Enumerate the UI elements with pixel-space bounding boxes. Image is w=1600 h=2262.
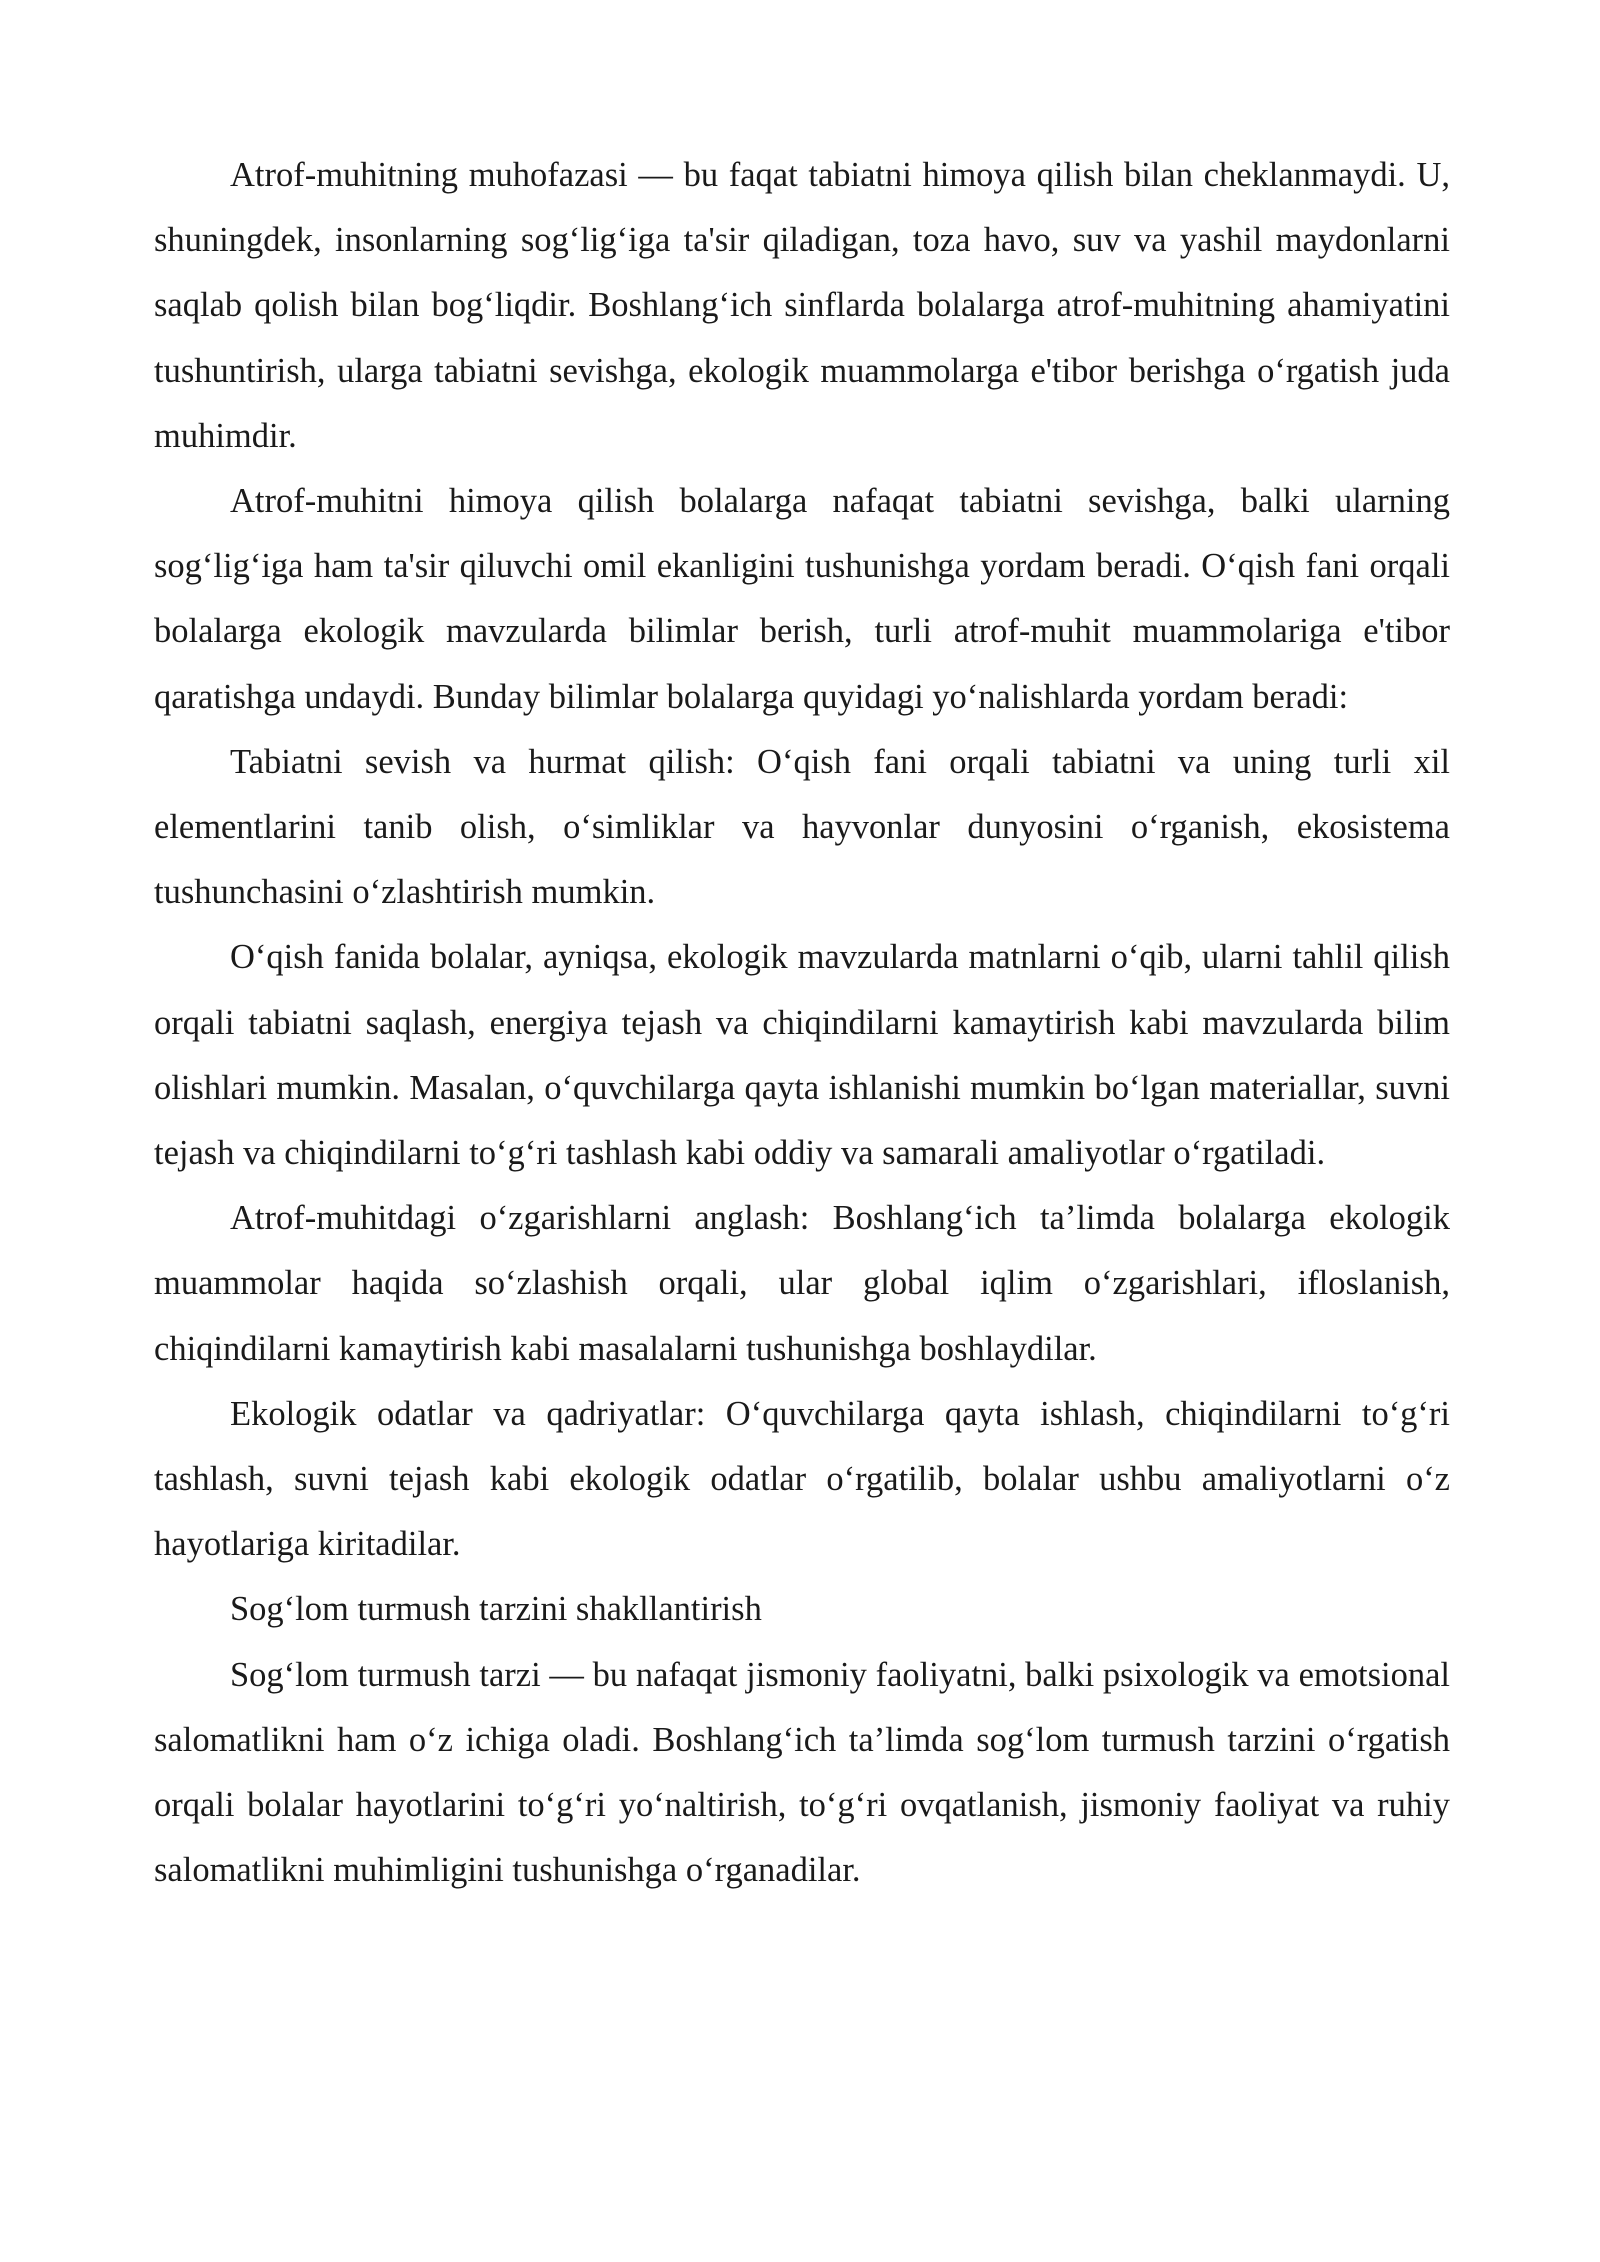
paragraph-environment-protection: Atrof-muhitning muhofazasi — bu faqat tabiatni himoya qilish bilan cheklanmaydi. U, shuningdek, insonlarning sog‘lig‘iga ta'sir qiladigan, toza havo, suv va yashil maydonlarni saqlab qolish bilan bog‘liqdir. Boshlang‘ich sinflarda bolalarga atrof-muhitning ahamiyatini tushuntirish, ularga tabiatni sevishga, ekologik muammolarga e'tibor berishga o‘rgatish juda muhimdir. [154,156,1450,455]
paragraph-reading-lessons: O‘qish fanida bolalar, ayniqsa, ekologik mavzularda matnlarni o‘qib, ularni tahlil qilish orqali tabiatni saqlash, energiya tejash va chiqindilarni kamaytirish kabi mavzularda bilim olishlari mumkin. Masalan, o‘quvchilarga qayta ishlanishi mumkin bo‘lgan materiallar, suvni tejash va chiqindilarni to‘g‘ri tashlash kabi oddiy va samarali amaliyotlar o‘rgatiladi. [154,938,1450,1173]
paragraph-ecological-habits: Ekologik odatlar va qadriyatlar: O‘quvchilarga qayta ishlash, chiqindilarni to‘g‘ri tashlash, suvni tejash kabi ekologik odatlar o‘rgatilib, bolalar ushbu amaliyotlarni o‘z hayotlariga kiritadilar. [154,1394,1450,1564]
paragraph-love-of-nature: Tabiatni sevish va hurmat qilish: O‘qish fani orqali tabiatni va uning turli xil elementlarini tanib olish, o‘simliklar va hayvonlar dunyosini o‘rganish, ekosistema tushunchasini o‘zlashtirish mumkin. [154,742,1450,912]
paragraph-environment-education: Atrof-muhitni himoya qilish bolalarga nafaqat tabiatni sevishga, balki ularning sog‘lig‘iga ham ta'sir qiluvchi omil ekanligini tushunishga yordam beradi. O‘qish fani orqali bolalarga ekologik mavzularda bilimlar berish, turli atrof-muhit muammolariga e'tibor qaratishga undaydi. Bunday bilimlar bolalarga quyidagi yo‘nalishlarda yordam beradi: [154,482,1450,716]
paragraph-healthy-lifestyle: Sog‘lom turmush tarzi — bu nafaqat jismoniy faoliyatni, balki psixologik va emotsional salomatlikni ham o‘z ichiga oladi. Boshlang‘ich ta’limda sog‘lom turmush tarzini o‘rgatish orqali bolalar hayotlarini to‘g‘ri yo‘naltirish, to‘g‘ri ovqatlanish, jismoniy faoliyat va ruhiy salomatlikni muhimligini tushunishga o‘rganadilar. [154,1655,1450,1890]
document-body [154,143,1450,1903]
paragraph-environmental-changes: Atrof-muhitdagi o‘zgarishlarni anglash: Boshlang‘ich ta’limda bolalarga ekologik muammolar haqida so‘zlashish orqali, ular global iqlim o‘zgarishlari, ifloslanish, chiqindilarni kamaytirish kabi masalalarni tushunishga boshlaydilar. [154,1199,1450,1368]
section-heading-healthy-lifestyle: Sog‘lom turmush tarzini shakllantirish [230,1590,762,1629]
